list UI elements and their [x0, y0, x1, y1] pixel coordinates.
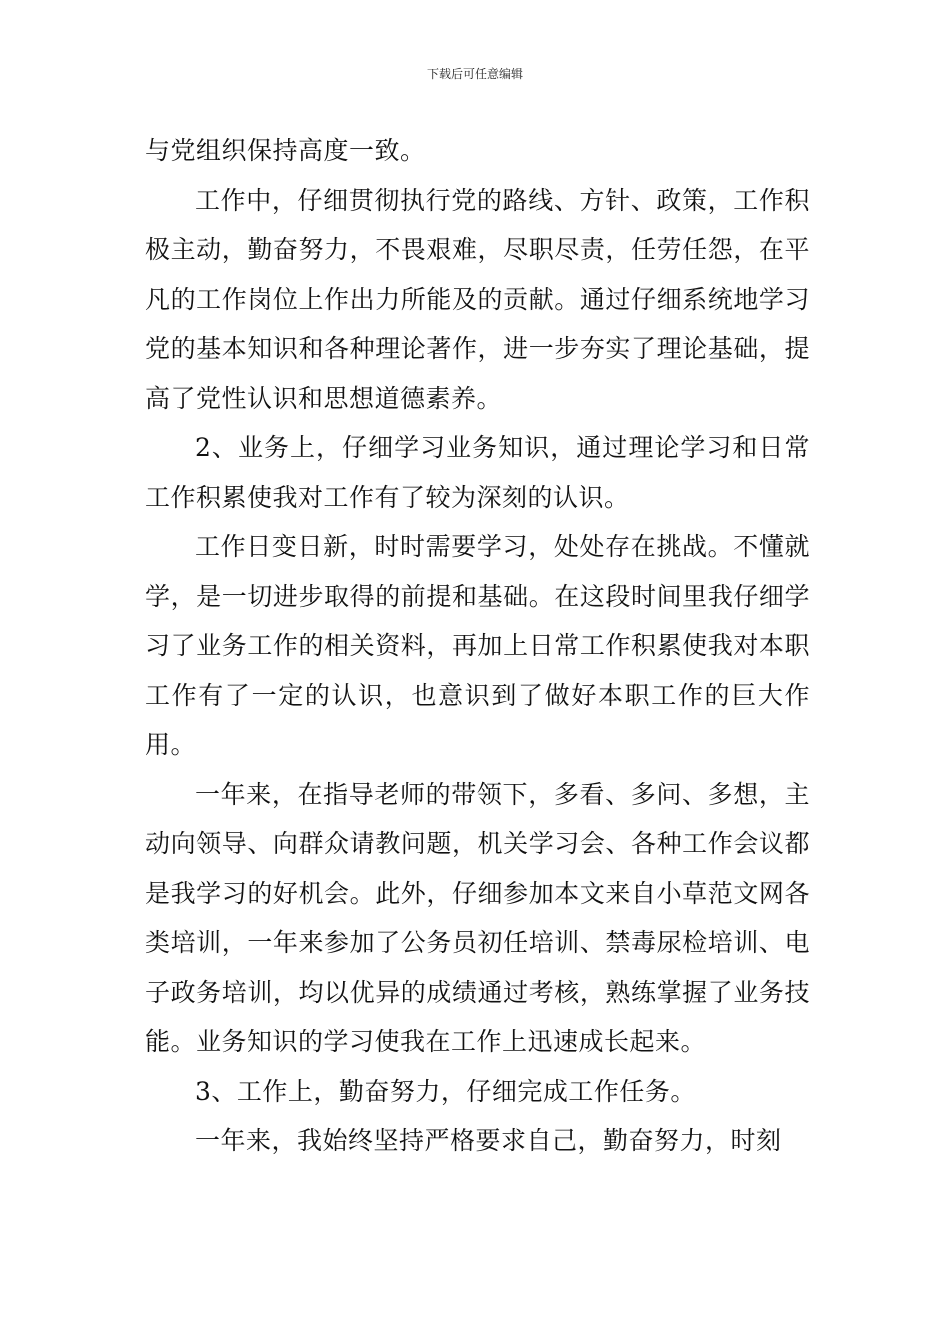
paragraph-7: 一年来，我始终坚持严格要求自己，勤奋努力，时刻 — [195, 1126, 782, 1155]
paragraph-2: 工作中，仔细贯彻执行党的路线、方针、政策，工作积极主动，勤奋努力，不畏艰难，尽职尽责，任劳任怨，在平凡的工作岗位上作出力所能及的贡献。通过仔细系统地学习党的基本知识和各种理论著作，进一步夯实了理论基础，提高了党性认识和思想道德素养。 — [145, 185, 810, 413]
header-note: 下载后可任意编辑 — [426, 67, 523, 81]
document-body — [145, 126, 810, 1166]
paragraph-6: 3、工作上，勤奋努力，仔细完成工作任务。 — [195, 1076, 696, 1106]
paragraph-1: 与党组织保持高度一致。 — [145, 136, 426, 165]
page-header — [0, 66, 950, 82]
paragraph-3: 2、业务上，仔细学习业务知识，通过理论学习和日常工作积累使我对工作有了较为深刻的认识。 — [145, 433, 810, 512]
paragraph-4: 工作日变日新，时时需要学习，处处存在挑战。不懂就学，是一切进步取得的前提和基础。在这段时间里我仔细学习了业务工作的相关资料，再加上日常工作积累使我对本职工作有了一定的认识，也意识到了做好本职工作的巨大作用。 — [145, 532, 810, 759]
paragraph-5: 一年来，在指导老师的带领下，多看、多问、多想，主动向领导、向群众请教问题，机关学习会、各种工作会议都是我学习的好机会。此外，仔细参加本文来自小草范文网各类培训，一年来参加了公务员初任培训、禁毒尿检培训、电子政务培训，均以优异的成绩通过考核，熟练掌握了业务技能。业务知识的学习使我在工作上迅速成长起来。 — [145, 779, 810, 1056]
